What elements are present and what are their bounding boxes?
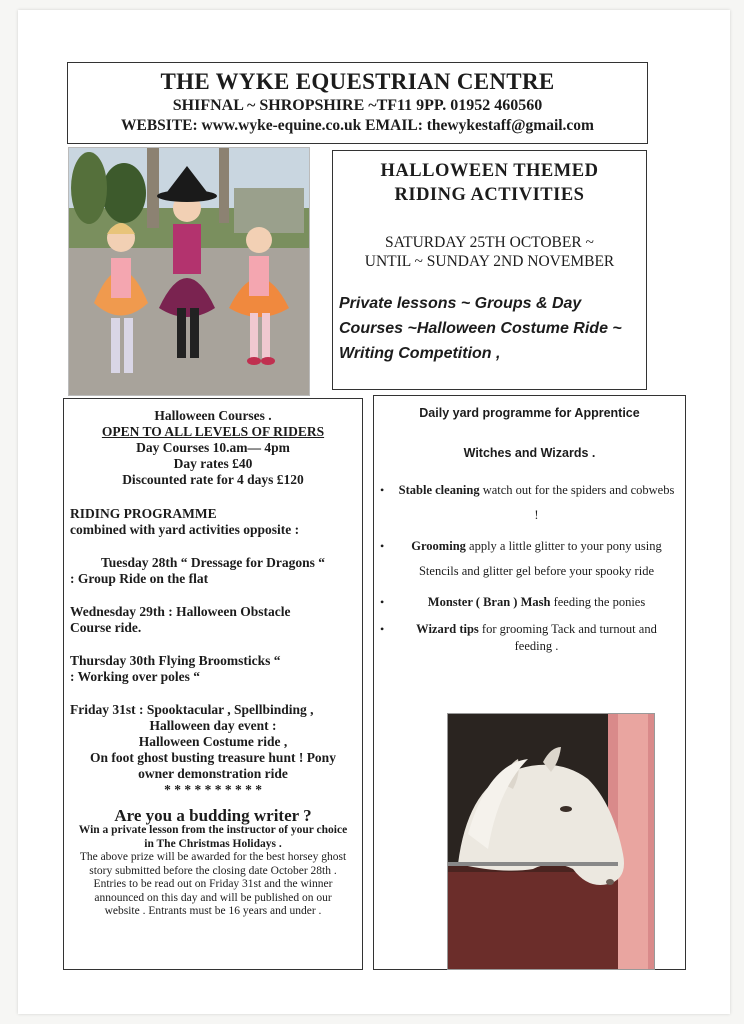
day-courses-times: Day Courses 10.am— 4pm xyxy=(136,440,290,455)
list-item xyxy=(374,590,685,615)
event-activities: Private lessons ~ Groups & Day Courses ~Halloween Costume Ride ~ Writing Competition , xyxy=(339,295,622,362)
friday-line4: On foot ghost busting treasure hunt ! Pony xyxy=(90,750,336,765)
children-photo xyxy=(68,147,310,396)
wednesday-line2: Course ride. xyxy=(70,620,142,635)
friday-line5: owner demonstration ride xyxy=(138,766,288,781)
event-title-line2: RIDING ACTIVITIES xyxy=(394,185,585,205)
list-item xyxy=(374,621,685,655)
centre-title: THE WYKE EQUESTRIAN CENTRE xyxy=(160,69,555,94)
thursday-line2: : Working over poles “ xyxy=(70,669,201,684)
header-box xyxy=(67,62,648,144)
stars-divider: * * * * * * * * * * xyxy=(164,782,262,797)
writer-text-line5: website . Entrants must be 16 years and under . xyxy=(104,905,322,917)
event-box xyxy=(332,150,647,390)
tuesday-line1: Tuesday 28th “ Dressage for Dragons “ xyxy=(100,555,325,570)
programme-subheading: combined with yard activities opposite : xyxy=(70,522,300,537)
friday-line1: Friday 31st : Spooktacular , Spellbinding , xyxy=(70,702,314,717)
contact-line: WEBSITE: www.wyke-equine.co.uk EMAIL: thewykestaff@gmail.com xyxy=(121,117,594,134)
thursday-line1: Thursday 30th Flying Broomsticks “ xyxy=(70,653,281,668)
writer-heading: Are you a budding writer ? xyxy=(114,806,312,825)
riding-programme-box xyxy=(63,398,363,970)
yard-item-title: Grooming xyxy=(411,539,466,553)
event-title-line1: HALLOWEEN THEMED xyxy=(380,161,599,181)
friday-line2: Halloween day event : xyxy=(149,718,277,733)
event-dates xyxy=(333,233,646,271)
yard-activity-list xyxy=(374,478,685,655)
yard-item-title: Stable cleaning xyxy=(398,483,480,497)
writer-text-line4: announced on this day and will be published on our xyxy=(94,891,332,904)
courses-heading: Halloween Courses . xyxy=(154,408,272,423)
writer-prize-line2: in The Christmas Holidays . xyxy=(144,837,282,850)
address-line: SHIFNAL ~ SHROPSHIRE ~TF11 9PP. 01952 460560 xyxy=(172,97,543,114)
day-rates: Day rates £40 xyxy=(173,456,253,471)
writer-text-line1: The above prize will be awarded for the best horsey ghost xyxy=(79,851,347,863)
tuesday-line2: : Group Ride on the flat xyxy=(70,571,209,586)
wednesday-line1: Wednesday 29th : Halloween Obstacle xyxy=(70,604,291,619)
event-title xyxy=(333,159,646,207)
yard-item-text: apply a little glitter to your pony using Stencils and glitter gel before your spooky ride xyxy=(418,539,662,578)
event-dates-line2: UNTIL ~ SUNDAY 2ND NOVEMBER xyxy=(364,253,615,270)
yard-item-text: feeding the ponies xyxy=(550,595,646,609)
list-item xyxy=(374,534,685,584)
writer-prize-line1: Win a private lesson from the instructor of your choice xyxy=(78,824,348,836)
bullet-icon: • xyxy=(380,539,385,553)
pony-photo xyxy=(447,713,655,970)
writer-text-line3: Entries to be read out on Friday 31st and the winner xyxy=(93,878,333,890)
yard-item-title: Monster ( Bran ) Mash xyxy=(427,595,551,609)
programme-heading: RIDING PROGRAMME xyxy=(70,506,217,521)
event-dates-line1: SATURDAY 25TH OCTOBER ~ xyxy=(385,234,594,251)
writer-text-line2: story submitted before the closing date October 28th . xyxy=(89,864,337,877)
yard-item-title: Wizard tips xyxy=(416,622,479,636)
list-item xyxy=(374,478,685,528)
yard-subheading: Witches and Wizards . xyxy=(463,446,596,460)
discount-rate: Discounted rate for 4 days £120 xyxy=(122,472,304,487)
friday-line3: Halloween Costume ride , xyxy=(138,734,288,749)
open-to-all-label: OPEN TO ALL LEVELS OF RIDERS xyxy=(101,424,325,439)
yard-item-text: watch out for the spiders and cobwebs ! xyxy=(479,483,675,522)
bullet-icon: • xyxy=(380,595,385,609)
bullet-icon: • xyxy=(380,483,385,497)
yard-heading: Daily yard programme for Apprentice xyxy=(419,406,640,420)
yard-item-text: for grooming Tack and turnout and feeding . xyxy=(478,622,657,653)
bullet-icon: • xyxy=(380,622,385,636)
